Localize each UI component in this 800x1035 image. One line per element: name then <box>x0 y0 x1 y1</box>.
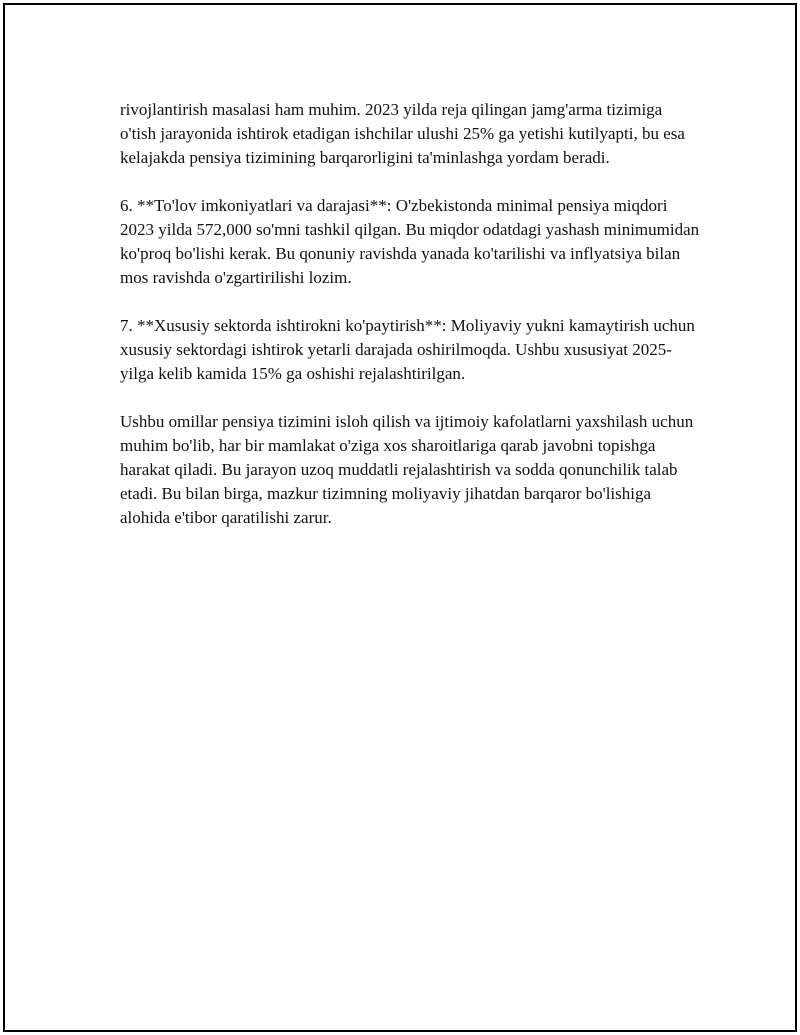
paragraph-item-7: 7. **Xususiy sektorda ishtirokni ko'paytirish**: Moliyaviy yukni kamaytirish uchun xususiy sektordagi ishtirok yetarli darajada oshirilmoqda. Ushbu xususiyat 2025-yilga kelib kamida 15% ga oshishi rejalashtirilgan. <box>120 316 695 383</box>
paragraph-conclusion: Ushbu omillar pensiya tizimini isloh qilish va ijtimoiy kafolatlarni yaxshilash uchun muhim bo'lib, har bir mamlakat o'ziga xos sharoitlariga qarab javobni topishga harakat qiladi. Bu jarayon uzoq muddatli rejalashtirish va sodda qonunchilik talab etadi. Bu bilan birga, mazkur tizimning moliyaviy jihatdan barqaror bo'lishiga alohida e'tibor qaratilishi zarur. <box>120 412 694 527</box>
paragraph-continuation: rivojlantirish masalasi ham muhim. 2023 yilda reja qilingan jamg'arma tizimiga o'tish jarayonida ishtirok etadigan ishchilar ulushi 25% ga yetishi kutilyapti, bu esa kelajakda pensiya tizimining barqarorligini ta'minlashga yordam beradi. <box>120 100 685 167</box>
document-body <box>120 98 700 554</box>
paragraph-item-6: 6. **To'lov imkoniyatlari va darajasi**: O'zbekistonda minimal pensiya miqdori 2023 yilda 572,000 so'mni tashkil qilgan. Bu miqdor odatdagi yashash minimumidan ko'proq bo'lishi kerak. Bu qonuniy ravishda yanada ko'tarilishi va inflyatsiya bilan mos ravishda o'zgartirilishi lozim. <box>120 196 700 287</box>
document-page <box>3 3 797 1032</box>
